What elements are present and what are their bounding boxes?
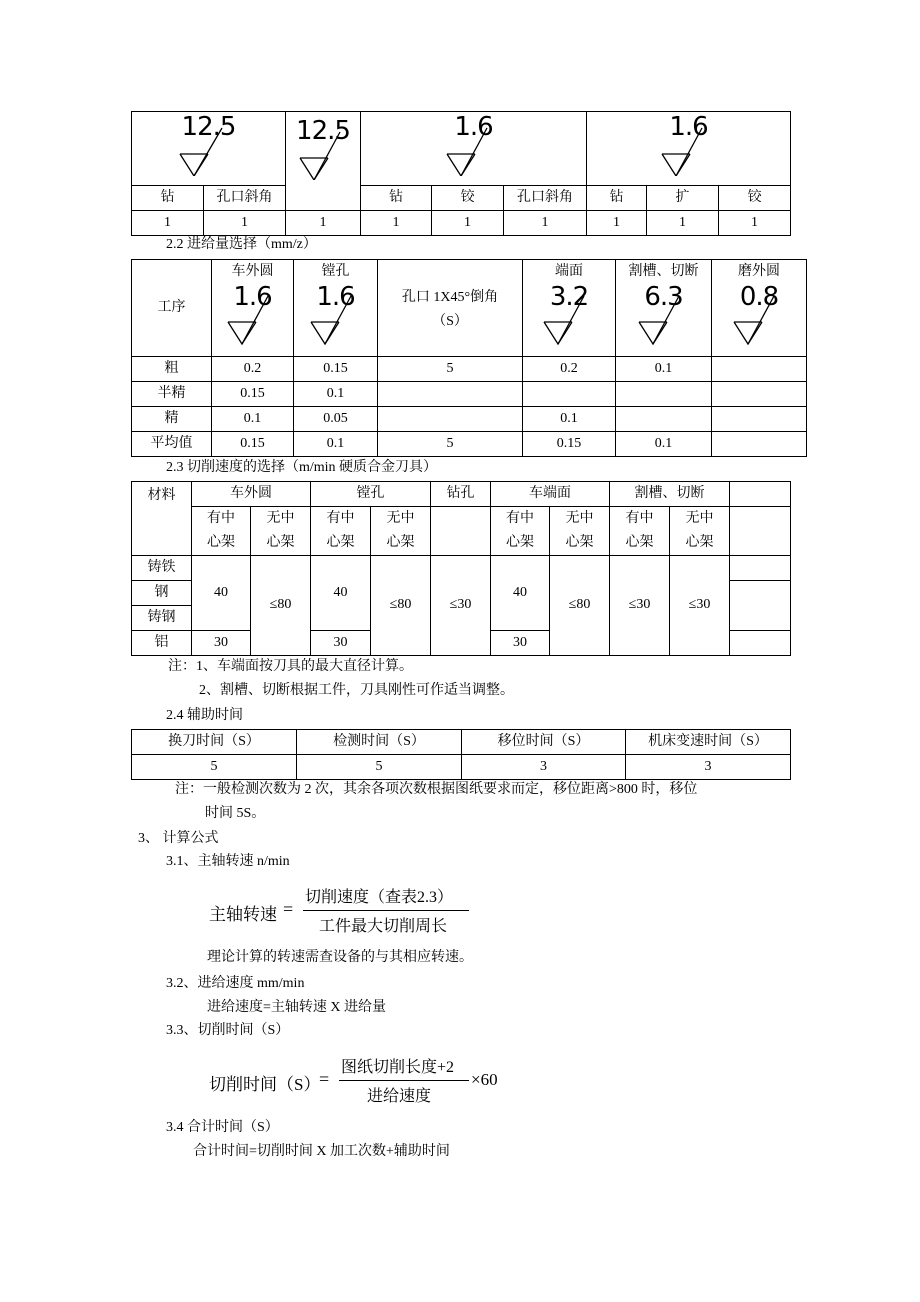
table-feed [131, 259, 807, 457]
count-cell: 1 [647, 211, 719, 236]
aux-value: 3 [462, 755, 626, 780]
material-name: 钢 [132, 581, 192, 606]
speed-cell: ≤30 [431, 556, 491, 656]
op-cell: 扩 [647, 186, 719, 211]
table-cell [616, 407, 712, 432]
formula-cutting-time [209, 1054, 509, 1110]
aux-value: 3 [626, 755, 791, 780]
speed-cell: 40 [491, 556, 550, 631]
table-cell: 0.15 [523, 432, 616, 457]
table-cutting-speed [131, 481, 791, 656]
op-cell: 孔口斜角 [504, 186, 587, 211]
group-head: 割槽、切断 [610, 482, 730, 507]
col-head: 镗孔 1.6 [294, 260, 378, 357]
table-cell: 5 [378, 357, 523, 382]
table-cell [730, 482, 791, 507]
speed-cell: ≤80 [251, 556, 311, 656]
count-cell: 1 [587, 211, 647, 236]
material-name: 铝 [132, 631, 192, 656]
count-cell: 1 [204, 211, 286, 236]
table-cell [730, 631, 791, 656]
speed-cell: ≤30 [670, 556, 730, 656]
count-cell: 1 [719, 211, 791, 236]
table-cell [730, 556, 791, 581]
aux-head: 机床变速时间（S） [626, 730, 791, 755]
roughness-symbol: 1.6 [218, 284, 288, 346]
table-cell: 0.1 [212, 407, 294, 432]
formula-32-text: 进给速度=主轴转速 X 进给量 [207, 1000, 387, 1015]
formula-numerator: 切削速度（查表2.3） [305, 889, 454, 906]
table-cell [712, 407, 807, 432]
section-title-feed: 2.2 进给量选择（mm/z） [166, 237, 317, 252]
sub-head: 无中 心架 [550, 507, 610, 556]
aux-value: 5 [132, 755, 297, 780]
speed-cell: 30 [311, 631, 371, 656]
roughness-symbol: 12.5 [288, 118, 358, 178]
fraction-bar [303, 910, 469, 911]
roughness-symbol: 1.6 [301, 284, 371, 346]
note-1: 注：1、车端面按刀具的最大直径计算。 [168, 659, 413, 674]
formula-denominator: 工件最大切削周长 [319, 918, 448, 935]
roughness-symbol: 0.8 [724, 284, 794, 346]
group-head: 钻孔 [431, 482, 491, 507]
speed-cell: ≤30 [610, 556, 670, 656]
fraction-bar [339, 1080, 469, 1081]
material-name: 铸钢 [132, 606, 192, 631]
aux-head: 移位时间（S） [462, 730, 626, 755]
speed-cell: ≤80 [371, 556, 431, 656]
op-cell: 钻 [361, 186, 432, 211]
count-cell: 1 [432, 211, 504, 236]
col-head: 割槽、切断 6.3 [616, 260, 712, 357]
op-cell: 铰 [432, 186, 504, 211]
formula-34-title: 3.4 合计时间（S） [166, 1120, 279, 1135]
op-cell: 钻 [132, 186, 204, 211]
formula-eq: = [319, 1069, 330, 1089]
table-cell [523, 382, 616, 407]
sub-head: 有中 心架 [192, 507, 251, 556]
count-cell: 1 [361, 211, 432, 236]
formula-lhs: 主轴转速 [209, 905, 277, 924]
speed-cell: 40 [192, 556, 251, 631]
formula-eq: = [283, 899, 294, 919]
table-cell: 0.1 [616, 357, 712, 382]
formula-33-title: 3.3、切削时间（S） [166, 1023, 290, 1038]
table-cell [730, 581, 791, 631]
row-label: 精 [132, 407, 212, 432]
roughness-cell [286, 112, 361, 211]
formula-31-note: 理论计算的转速需查设备的与其相应转速。 [207, 950, 473, 965]
process-label: 工序 [132, 260, 212, 357]
row-label: 半精 [132, 382, 212, 407]
row-label: 平均值 [132, 432, 212, 457]
formula-denominator: 进给速度 [367, 1088, 432, 1105]
formula-numerator: 图纸切削长度+2 [341, 1059, 455, 1076]
material-name: 铸铁 [132, 556, 192, 581]
formula-multiplier: ×60 [471, 1070, 498, 1089]
table-cell: 0.2 [212, 357, 294, 382]
op-cell: 铰 [719, 186, 791, 211]
roughness-symbol: 6.3 [629, 284, 699, 346]
sub-head: 无中 心架 [251, 507, 311, 556]
formula-spindle-speed [209, 884, 479, 940]
table-cell [616, 382, 712, 407]
table-cell [431, 507, 491, 556]
aux-head: 换刀时间（S） [132, 730, 297, 755]
table-cell [378, 382, 523, 407]
section-title-aux: 2.4 辅助时间 [166, 708, 243, 723]
table-cell: 0.1 [523, 407, 616, 432]
table-cell: 0.05 [294, 407, 378, 432]
roughness-symbol: 1.6 [439, 114, 509, 174]
col-head: 端面 3.2 [523, 260, 616, 357]
speed-cell: ≤80 [550, 556, 610, 656]
table-cell [712, 382, 807, 407]
table-cell [730, 507, 791, 556]
speed-cell: 30 [491, 631, 550, 656]
table-cell: 0.2 [523, 357, 616, 382]
aux-head: 检测时间（S） [297, 730, 462, 755]
table-cell: 0.1 [294, 382, 378, 407]
count-cell: 1 [286, 211, 361, 236]
op-cell: 钻 [587, 186, 647, 211]
table-cell: 0.1 [616, 432, 712, 457]
table-cell: 5 [378, 432, 523, 457]
sub-head: 无中 心架 [670, 507, 730, 556]
count-cell: 1 [504, 211, 587, 236]
op-cell: 孔口斜角 [204, 186, 286, 211]
roughness-symbol: 12.5 [174, 114, 244, 174]
table-cell: 0.15 [294, 357, 378, 382]
table-cell [712, 432, 807, 457]
group-head: 车外圆 [192, 482, 311, 507]
row-label: 粗 [132, 357, 212, 382]
group-head: 镗孔 [311, 482, 431, 507]
sub-head: 有中 心架 [311, 507, 371, 556]
count-cell: 1 [132, 211, 204, 236]
table-aux-time [131, 729, 791, 780]
aux-value: 5 [297, 755, 462, 780]
col-head: 磨外圆 0.8 [712, 260, 807, 357]
col-head: 车外圆 1.6 [212, 260, 294, 357]
note-aux-line1: 注：一般检测次数为 2 次，其余各项次数根据图纸要求而定，移位距离>800 时，移位 [175, 782, 698, 797]
table-hole-ops [131, 111, 791, 236]
table-cell [712, 357, 807, 382]
group-head: 车端面 [491, 482, 610, 507]
roughness-symbol: 1.6 [654, 114, 724, 174]
note-aux-line2: 时间 5S。 [205, 806, 266, 821]
section-title-formulas: 3、 计算公式 [138, 831, 219, 846]
formula-lhs: 切削时间（S） [209, 1075, 321, 1094]
roughness-symbol: 3.2 [534, 284, 604, 346]
sub-head: 无中 心架 [371, 507, 431, 556]
speed-cell: 40 [311, 556, 371, 631]
section-title-speed: 2.3 切削速度的选择（m/min 硬质合金刀具） [166, 460, 438, 475]
formula-31-title: 3.1、主轴转速 n/min [166, 854, 290, 869]
col-head: 孔口 1X45°倒角 （S） [378, 260, 523, 357]
table-cell: 0.15 [212, 382, 294, 407]
table-cell: 0.1 [294, 432, 378, 457]
roughness-cell [361, 112, 587, 186]
note-2: 2、割槽、切断根据工件，刀具刚性可作适当调整。 [199, 683, 514, 698]
material-label: 材料 [132, 482, 192, 556]
formula-34-text: 合计时间=切削时间 X 加工次数+辅助时间 [193, 1144, 450, 1159]
roughness-cell [132, 112, 286, 186]
roughness-cell [587, 112, 791, 186]
table-cell [378, 407, 523, 432]
sub-head: 有中 心架 [610, 507, 670, 556]
speed-cell: 30 [192, 631, 251, 656]
table-cell: 0.15 [212, 432, 294, 457]
formula-32-title: 3.2、进给速度 mm/min [166, 976, 305, 991]
sub-head: 有中 心架 [491, 507, 550, 556]
